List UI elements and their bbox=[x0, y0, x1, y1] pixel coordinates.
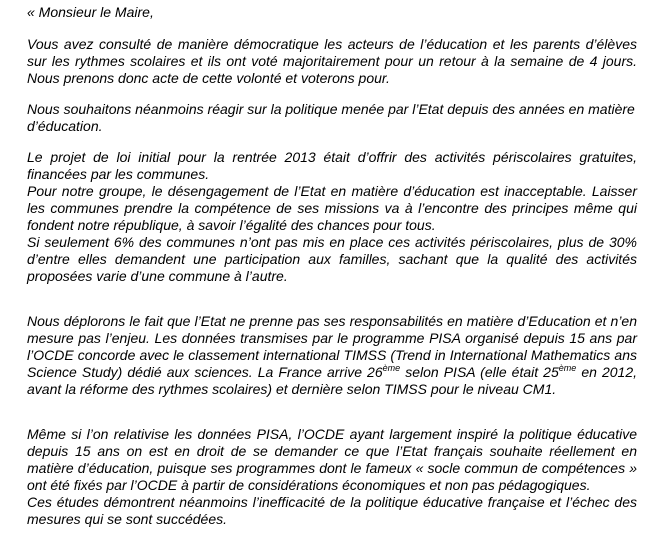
ordinal-suffix-2: ème bbox=[558, 363, 577, 373]
paragraph-consultation: Vous avez consulté de manière démocratique les acteurs de l’éducation et les parents d’élèves sur les rythmes scolaires et ils ont voté majoritairement pour un retour à la semaine de 4 jours. Nous prenons donc acte de cette volonté et voterons pour. bbox=[27, 36, 637, 86]
paragraph-state-policy: Nous souhaitons néanmoins réagir sur la politique menée par l’Etat depuis des années en matière d’éducation. bbox=[27, 101, 635, 134]
ordinal-suffix-1: ème bbox=[382, 363, 401, 373]
pisa-text-3: en 2012, avant la réforme des rythmes scolaires) et dernière selon TIMSS pour le niveau CM1. bbox=[27, 364, 637, 397]
pisa-text-2: selon PISA (elle était 25 bbox=[400, 364, 559, 380]
paragraph-projet-de-loi: Le projet de loi initial pour la rentrée 2013 était d’offrir des activités périscolaires gratuites, financées par les communes. bbox=[27, 149, 637, 182]
paragraph-conclusion: Ces études démontrent néanmoins l’inefficacité de la politique éducative française et l’échec des mesures qui se sont succédées. bbox=[27, 494, 637, 527]
paragraph-desengagement: Pour notre groupe, le désengagement de l’Etat en matière d’éducation est inacceptable. Laisser les communes prendre la compétence de ses missions va à l’encontre des principes même qui fondent notre république, à savoir l’égalité des chances pour tous. bbox=[27, 183, 637, 233]
paragraph-ocde: Même si l’on relativise les données PISA, l’OCDE ayant largement inspiré la politique éducative depuis 15 ans on est en droit de se demander ce que l’Etat français souhaite réellement en matière d’éducation, puisque ses programmes dont le fameux « socle commun de compétences » ont été fixés par l’OCDE à partir de considérations économiques et non pas pédagogiques. bbox=[27, 426, 637, 493]
paragraph-communes-stats: Si seulement 6% des communes n’ont pas mis en place ces activités périscolaires, plus de 30% d’entre elles demandent une participation aux familles, sachant que la qualité des activités proposées varie d’une commune à l’autre. bbox=[27, 234, 637, 284]
paragraph-group-ocde bbox=[27, 426, 637, 528]
pisa-text-1: Nous déplorons le fait que l’Etat ne prenne pas ses responsabilités en matière d’Education et n’en mesure pas l’enjeu. Les données transmises par le programme PISA organisé depuis 15 ans par l’OCDE concorde avec le classement international TIMSS (Trend in International Mathematics ans Science Study) dédié aux sciences. La France arrive 26 bbox=[27, 313, 637, 380]
paragraph-pisa-timss bbox=[27, 313, 637, 398]
paragraph-group-periscolaire bbox=[27, 149, 637, 285]
greeting: « Monsieur le Maire, bbox=[27, 4, 154, 20]
